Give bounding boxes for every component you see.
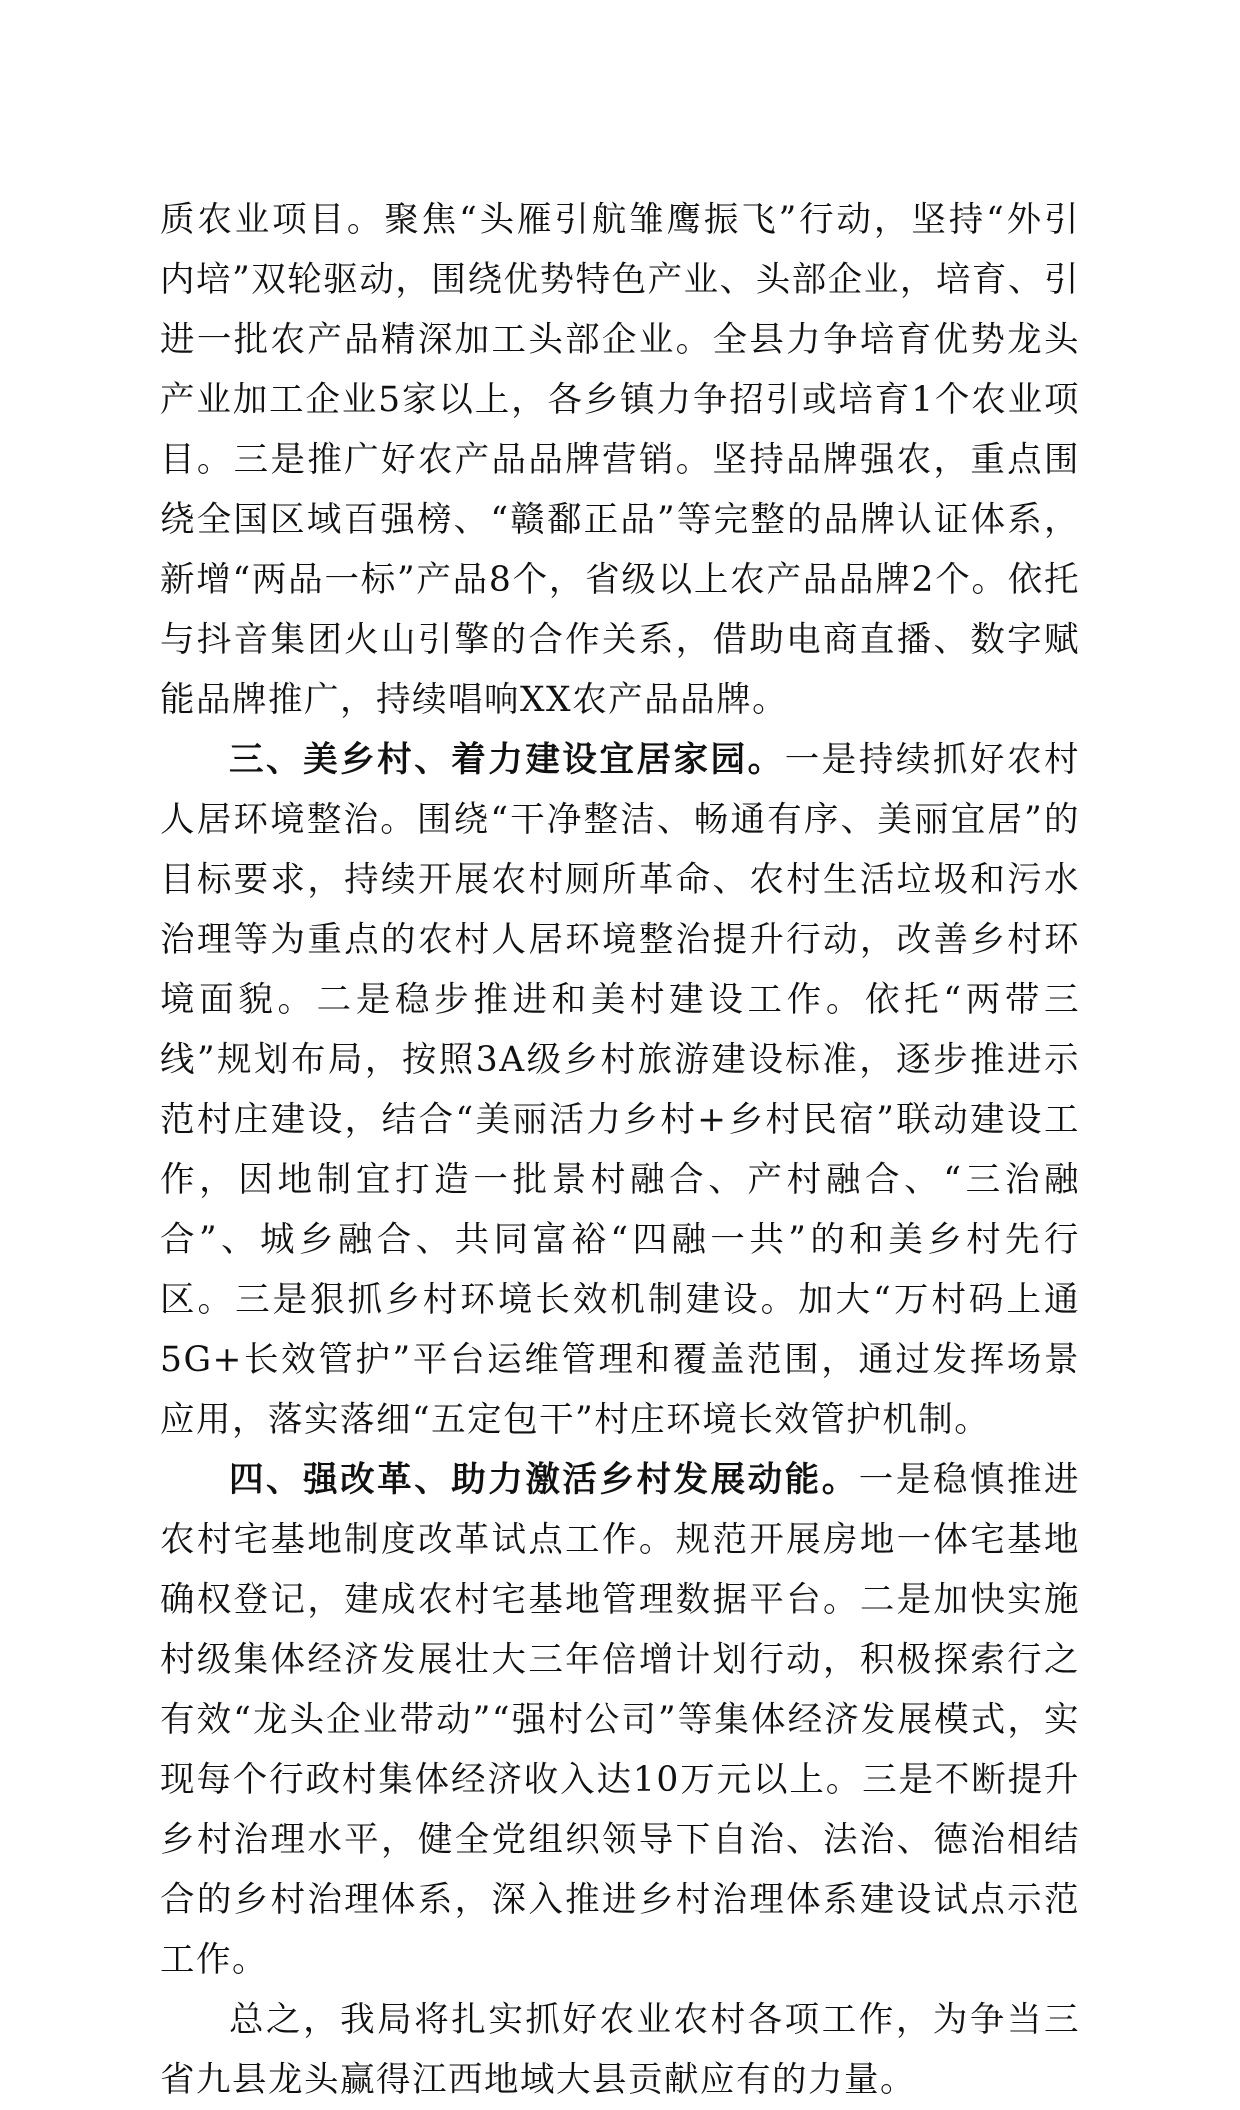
- section-4-heading: 四、强改革、助力激活乡村发展动能。: [229, 1460, 859, 1500]
- paragraph-continued-agri-projects: 质农业项目。聚焦“头雁引航雏鹰振飞”行动，坚持“外引内培”双轮驱动，围绕优势特色产业、头部企业，培育、引进一批农产品精深加工头部企业。全县力争培育优势龙头产业加工企业5家以上，各乡镇力争招引或培育1个农业项目。三是推广好农产品品牌营销。坚持品牌强农，重点围绕全国区域百强榜、“赣鄱正品”等完整的品牌认证体系，新增“两品一标”产品8个，省级以上农产品品牌2个。依托与抖音集团火山引擎的合作关系，借助电商直播、数字赋能品牌推广，持续唱响XX农产品品牌。: [160, 200, 1080, 720]
- section-4-paragraph: [160, 1450, 1080, 1990]
- section-3-body: 一是持续抓好农村人居环境整治。围绕“干净整洁、畅通有序、美丽宜居”的目标要求，持续开展农村厕所革命、农村生活垃圾和污水治理等为重点的农村人居环境整治提升行动，改善乡村环境面貌。二是稳步推进和美村建设工作。依托“两带三线”规划布局，按照3A级乡村旅游建设标准，逐步推进示范村庄建设，结合“美丽活力乡村+乡村民宿”联动建设工作，因地制宜打造一批景村融合、产村融合、“三治融合”、城乡融合、共同富裕“四融一共”的和美乡村先行区。三是狠抓乡村环境长效机制建设。加大“万村码上通5G+长效管护”平台运维管理和覆盖范围，通过发挥场景应用，落实落细“五定包干”村庄环境长效管护机制。: [160, 740, 1081, 1440]
- section-3-heading: 三、美乡村、着力建设宜居家园。: [229, 740, 785, 780]
- section-4-body: 一是稳慎推进农村宅基地制度改革试点工作。规范开展房地一体宅基地确权登记，建成农村宅基地管理数据平台。二是加快实施村级集体经济发展壮大三年倍增计划行动，积极探索行之有效“龙头企业带动”“强村公司”等集体经济发展模式，实现每个行政村集体经济收入达10万元以上。三是不断提升乡村治理水平，健全党组织领导下自治、法治、德治相结合的乡村治理体系，深入推进乡村治理体系建设试点示范工作。: [160, 1460, 1081, 1980]
- section-3-paragraph: [160, 730, 1080, 1450]
- conclusion-paragraph: 总之，我局将扎实抓好农业农村各项工作，为争当三省九县龙头赢得江西地域大县贡献应有的力量。: [160, 2000, 1080, 2100]
- document-body: [160, 190, 1080, 2110]
